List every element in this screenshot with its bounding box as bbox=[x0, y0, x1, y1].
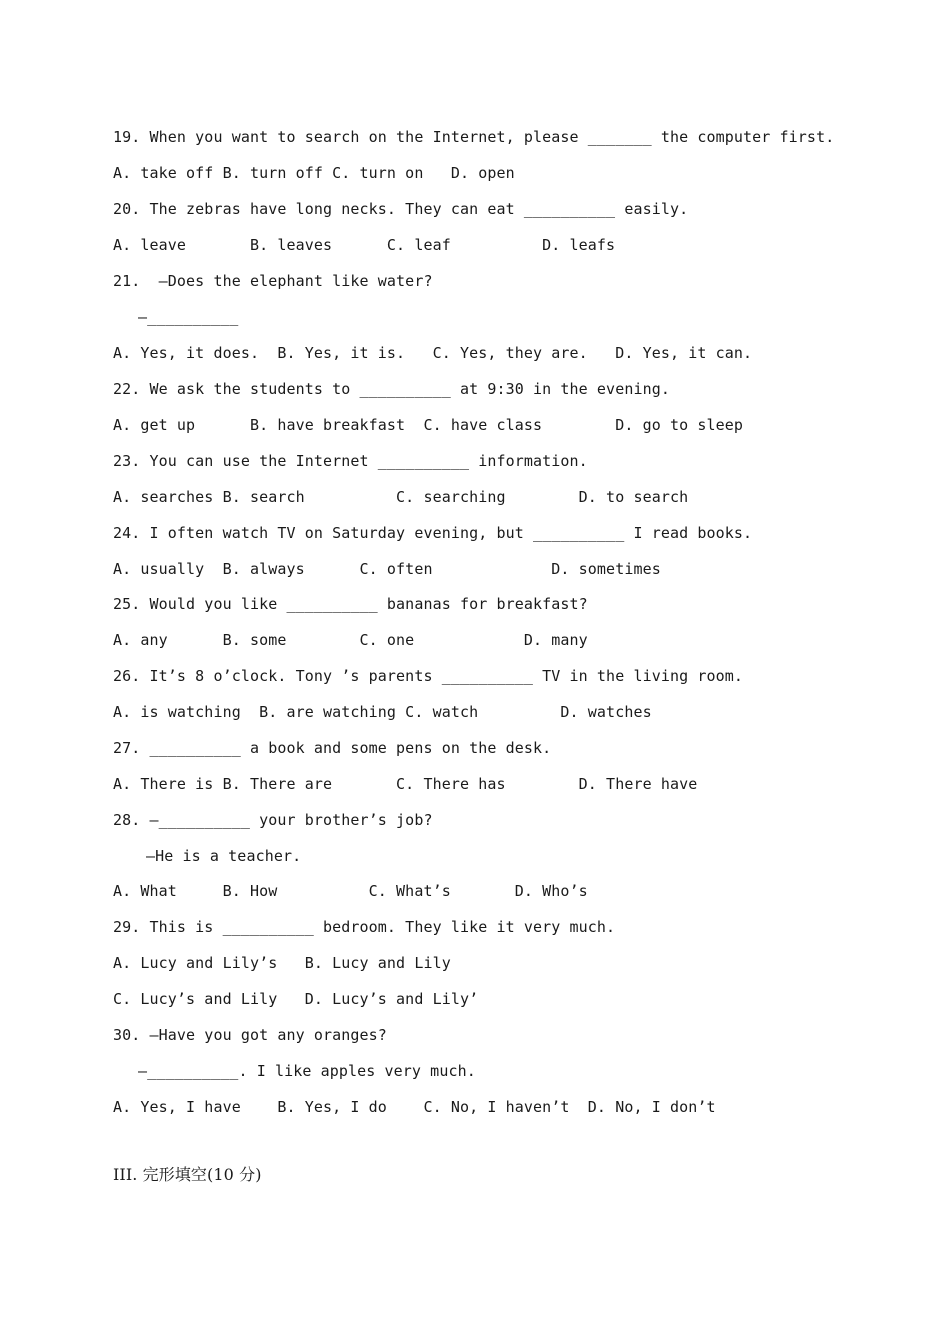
question-30: 30. —Have you got any oranges? bbox=[113, 1026, 387, 1044]
options-21: A. Yes, it does. B. Yes, it is. C. Yes, they are. D. Yes, it can. bbox=[113, 344, 753, 362]
options-19: A. take off B. turn off C. turn on D. open bbox=[113, 164, 515, 182]
options-23: A. searches B. search C. searching D. to search bbox=[113, 488, 689, 506]
options-26: A. is watching B. are watching C. watch D. watches bbox=[113, 703, 652, 721]
options-25: A. any B. some C. one D. many bbox=[113, 631, 588, 649]
answer-line-30: —__________. I like apples very much. bbox=[138, 1062, 476, 1080]
question-28: 28. —__________ your brother’s job? bbox=[113, 811, 433, 829]
question-27: 27. __________ a book and some pens on the desk. bbox=[113, 739, 552, 757]
section-heading: III. 完形填空(10 分) bbox=[113, 1165, 262, 1184]
question-29: 29. This is __________ bedroom. They like it very much. bbox=[113, 918, 616, 936]
answer-line-21: —__________ bbox=[138, 308, 239, 326]
options-24: A. usually B. always C. often D. sometimes bbox=[113, 560, 661, 578]
options-29-ab: A. Lucy and Lily’s B. Lucy and Lily bbox=[113, 954, 451, 972]
question-23: 23. You can use the Internet __________ information. bbox=[113, 452, 588, 470]
options-29-cd: C. Lucy’s and Lily D. Lucy’s and Lily’ bbox=[113, 990, 479, 1008]
question-25: 25. Would you like __________ bananas for breakfast? bbox=[113, 595, 588, 613]
question-21: 21. —Does the elephant like water? bbox=[113, 272, 433, 290]
options-22: A. get up B. have breakfast C. have class D. go to sleep bbox=[113, 416, 744, 434]
question-20: 20. The zebras have long necks. They can eat __________ easily. bbox=[113, 200, 689, 218]
answer-line-28: —He is a teacher. bbox=[146, 847, 302, 865]
question-22: 22. We ask the students to __________ at 9:30 in the evening. bbox=[113, 380, 670, 398]
options-20: A. leave B. leaves C. leaf D. leafs bbox=[113, 236, 616, 254]
options-28: A. What B. How C. What’s D. Who’s bbox=[113, 882, 588, 900]
question-24: 24. I often watch TV on Saturday evening, but __________ I read books. bbox=[113, 524, 753, 542]
question-26: 26. It’s 8 o’clock. Tony ’s parents __________ TV in the living room. bbox=[113, 667, 744, 685]
options-27: A. There is B. There are C. There has D. There have bbox=[113, 775, 698, 793]
question-19: 19. When you want to search on the Internet, please _______ the computer first. bbox=[113, 128, 835, 146]
options-30: A. Yes, I have B. Yes, I do C. No, I haven’t D. No, I don’t bbox=[113, 1098, 716, 1116]
